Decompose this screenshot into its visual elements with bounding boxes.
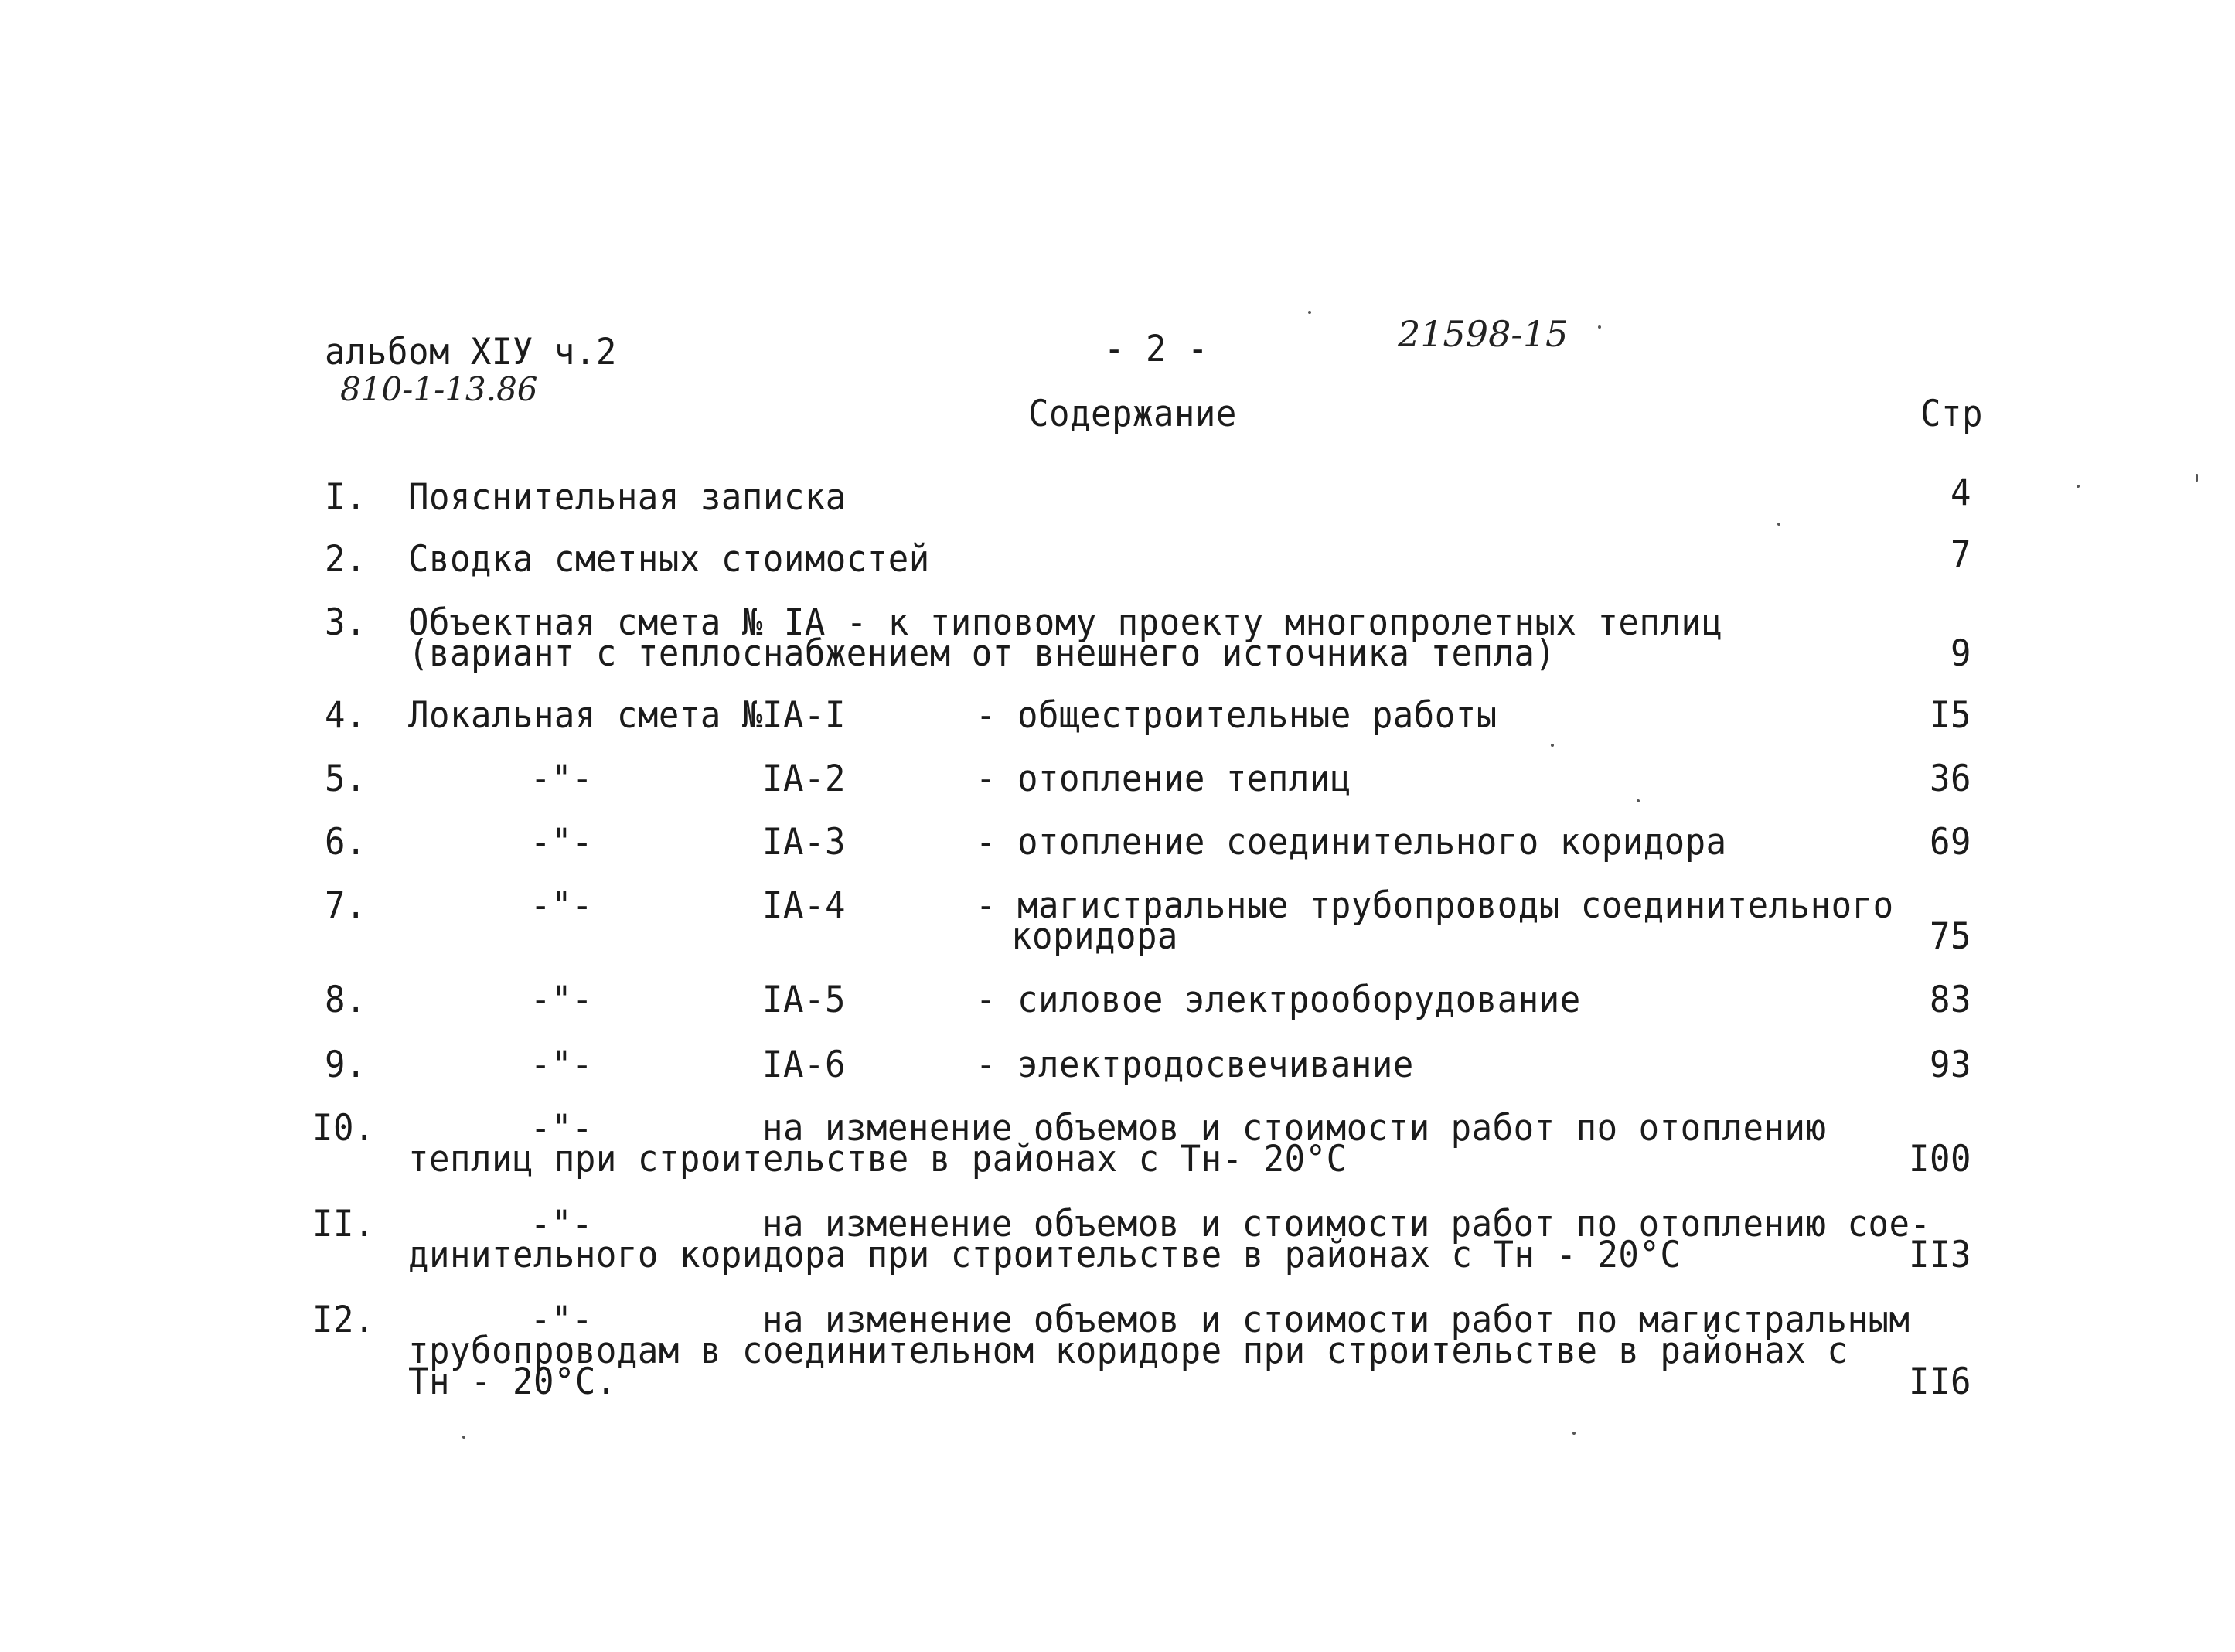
entry-number: II.	[312, 1202, 375, 1245]
scan-speck	[1572, 1432, 1576, 1435]
ditto-mark: -"-	[530, 757, 593, 800]
entry-number: 3.	[325, 601, 366, 644]
ditto-mark: -"-	[530, 820, 593, 863]
scan-speck	[2196, 474, 2198, 482]
entry-description: - общестроительные работы	[976, 693, 1497, 737]
entry-page: 93	[1930, 1043, 1971, 1086]
entry-title-line: теплиц при строительстве в районах с Тн- 20°С	[408, 1137, 1347, 1180]
entry-title-line: на изменение объемов и стоимости работ по отоплению	[762, 1106, 1827, 1150]
entry-page: 83	[1930, 978, 1971, 1021]
estimate-code: IА-I	[762, 693, 846, 737]
entry-description-line: коридора	[1011, 915, 1178, 958]
page-number: - 2 -	[1104, 327, 1208, 370]
entry-number: I2.	[312, 1298, 375, 1341]
entry-title-line: Объектная смета № IА - к типовому проекту многопролетных теплиц	[408, 601, 1723, 644]
scan-speck	[1777, 523, 1780, 526]
estimate-code: IА-4	[762, 884, 846, 927]
entry-page: II3	[1909, 1233, 1971, 1276]
estimate-code: IА-5	[762, 978, 846, 1021]
entry-page: 9	[1951, 632, 1971, 675]
entry-title-line: динительного коридора при строительстве в районах с Тн - 20°С	[408, 1233, 1681, 1276]
scan-speck	[1308, 311, 1311, 314]
entry-number: 5.	[325, 757, 366, 800]
entry-page: 7	[1951, 533, 1971, 576]
scan-speck	[1598, 325, 1601, 329]
scan-speck	[1637, 799, 1640, 802]
scan-speck	[1551, 744, 1554, 747]
entry-title-line: трубопроводам в соединительном коридоре при строительстве в районах с	[408, 1329, 1848, 1372]
entry-page: 36	[1930, 757, 1971, 800]
page-column-header: Стр	[1920, 392, 1983, 435]
estimate-code: IА-3	[762, 820, 846, 863]
entry-page: 4	[1951, 471, 1971, 514]
ditto-mark: -"-	[530, 1298, 593, 1341]
entry-page: 75	[1930, 915, 1971, 958]
album-label: альбом XIУ ч.2	[325, 330, 617, 373]
entry-number: 8.	[325, 978, 366, 1021]
entry-title-line: (вариант с теплоснабжением от внешнего источника тепла)	[408, 632, 1556, 675]
entry-prefix: Локальная смета №	[408, 693, 763, 737]
entry-description: - отопление соединительного коридора	[976, 820, 1727, 863]
entry-title: Пояснительная записка	[408, 475, 847, 519]
entry-number: 4.	[325, 693, 366, 737]
handwritten-document-number: 21598-15	[1398, 313, 1569, 355]
estimate-code: IА-6	[762, 1043, 846, 1086]
scan-speck	[462, 1436, 465, 1439]
entry-number: I.	[325, 475, 366, 519]
entry-page: II6	[1909, 1360, 1971, 1403]
ditto-mark: -"-	[530, 1043, 593, 1086]
estimate-code: IА-2	[762, 757, 846, 800]
entry-description: - электродосвечивание	[976, 1043, 1414, 1086]
ditto-mark: -"-	[530, 1202, 593, 1245]
ditto-mark: -"-	[530, 1106, 593, 1150]
entry-number: 9.	[325, 1043, 366, 1086]
entry-title-line: Тн - 20°С.	[408, 1360, 617, 1403]
entry-description: - силовое электрооборудование	[976, 978, 1581, 1021]
handwritten-series-code: 810-1-13.86	[340, 370, 538, 408]
entry-page: 69	[1930, 820, 1971, 863]
entry-description: - отопление теплиц	[976, 757, 1351, 800]
scan-speck	[2077, 485, 2080, 488]
entry-number: 6.	[325, 820, 366, 863]
entry-title-line: на изменение объемов и стоимости работ по отоплению сое-	[762, 1202, 1931, 1245]
entry-number: 7.	[325, 884, 366, 927]
entry-number: I0.	[312, 1106, 375, 1150]
contents-title: Содержание	[1028, 392, 1237, 435]
entry-description-line: - магистральные трубопроводы соединительного	[976, 884, 1894, 927]
entry-page: I00	[1909, 1137, 1971, 1180]
ditto-mark: -"-	[530, 978, 593, 1021]
entry-title-line: на изменение объемов и стоимости работ по магистральным	[762, 1298, 1910, 1341]
entry-title: Сводка сметных стоимостей	[408, 537, 930, 581]
entry-page: I5	[1930, 693, 1971, 737]
entry-number: 2.	[325, 537, 366, 581]
ditto-mark: -"-	[530, 884, 593, 927]
